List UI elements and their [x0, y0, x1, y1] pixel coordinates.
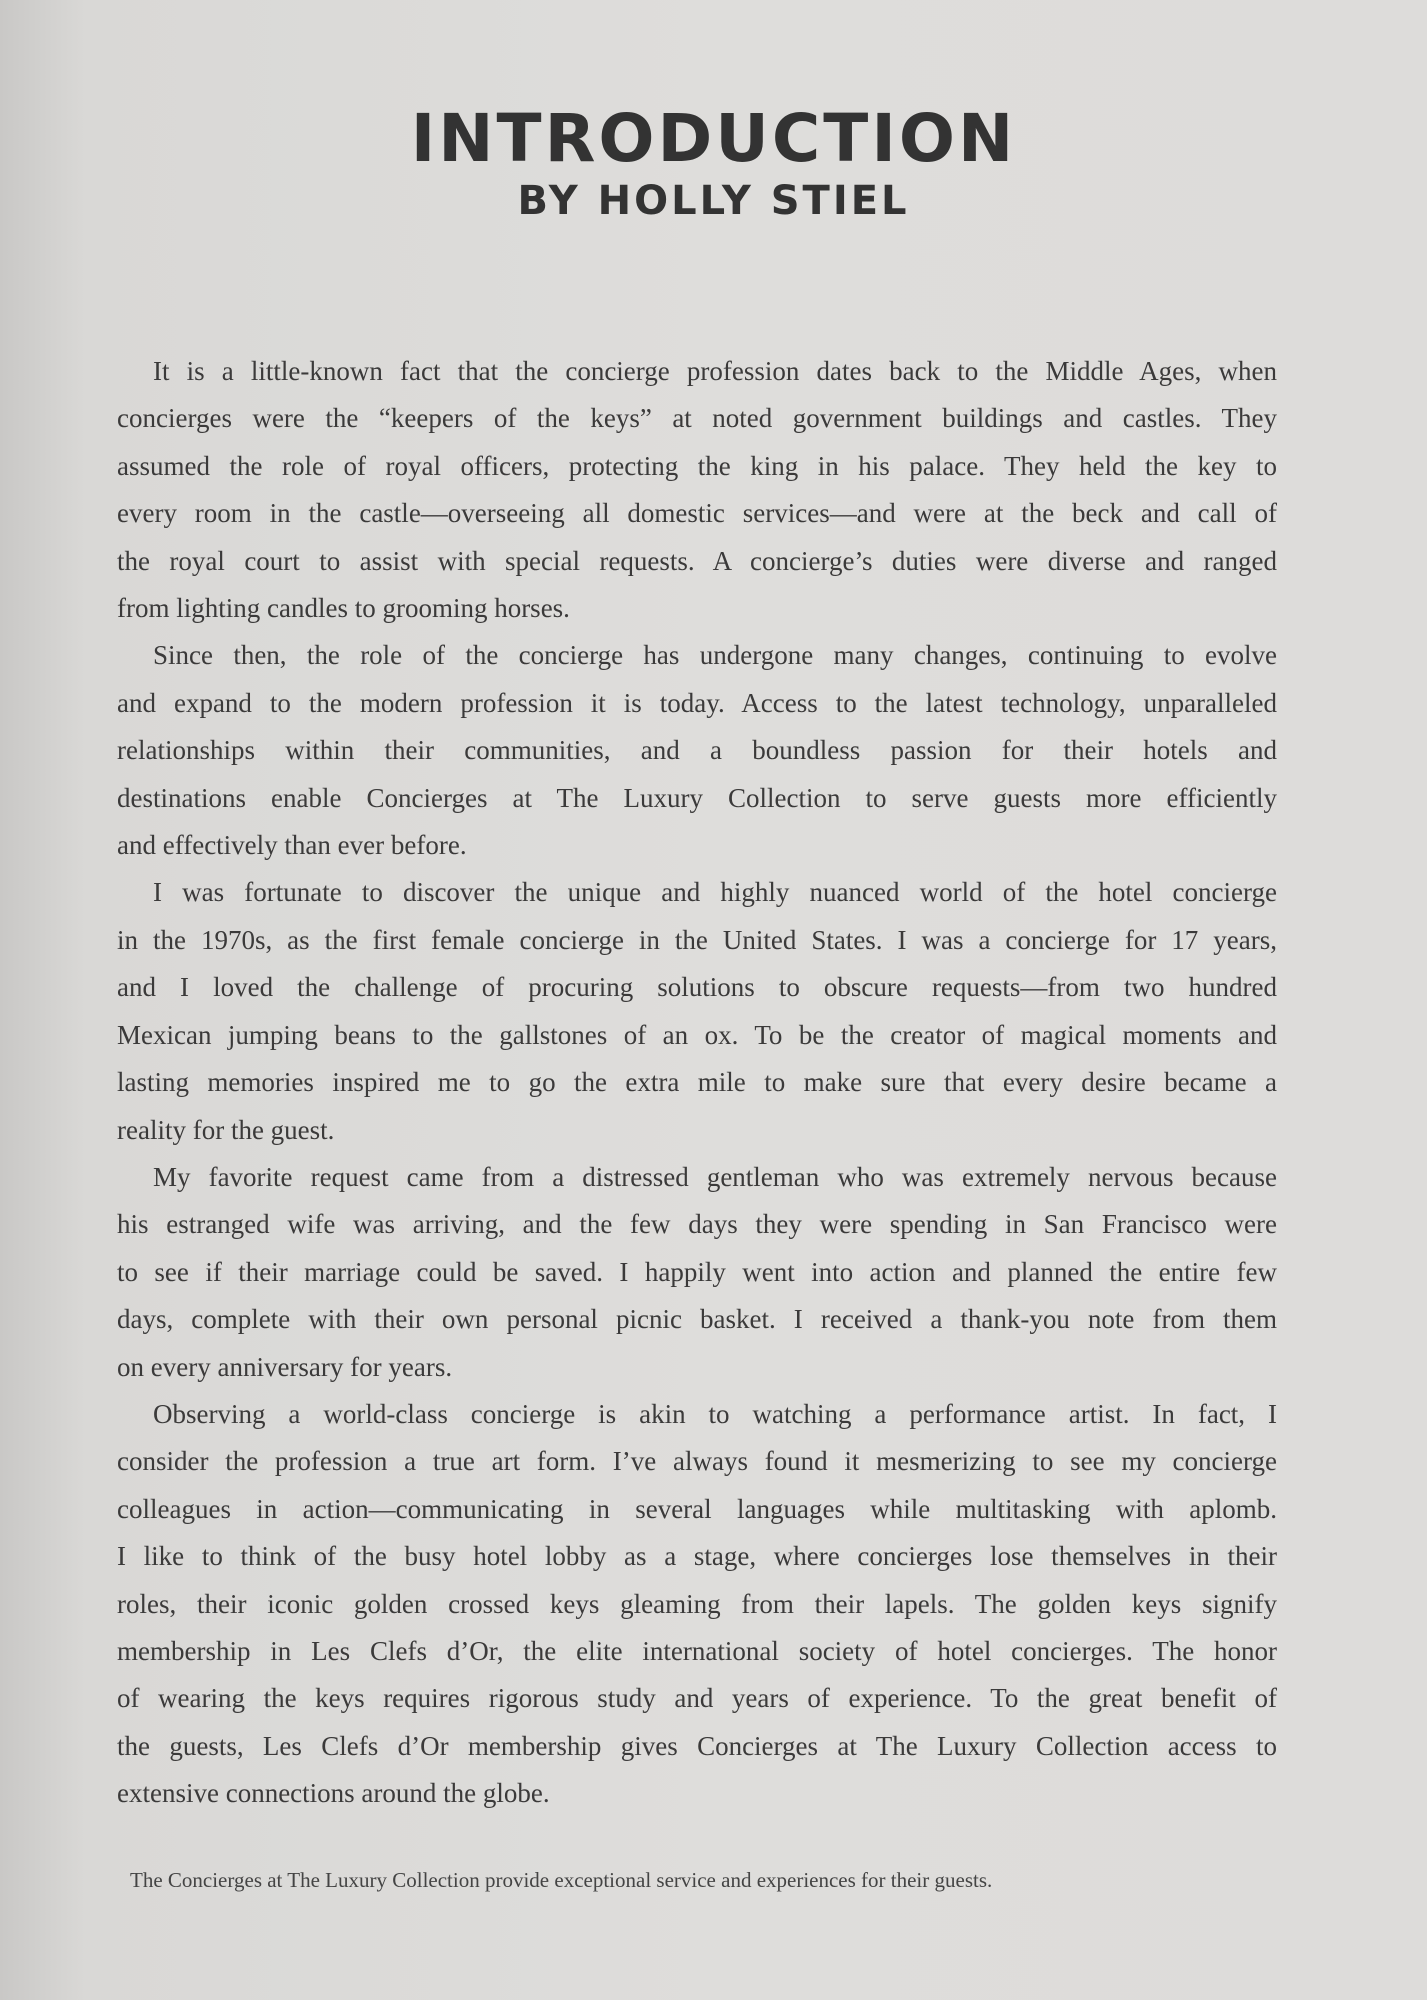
- page-subtitle: BY HOLLY STIEL: [517, 178, 910, 224]
- text-line: roles, their iconic golden crossed keys gleaming from their lapels. The golden keys signify: [117, 1588, 1277, 1619]
- text-line: consider the profession a true art form. I’ve always found it mesmerizing to see my concierge: [117, 1446, 1277, 1477]
- text-line: membership in Les Clefs d’Or, the elite international society of hotel concierges. The honor: [117, 1635, 1277, 1666]
- text-line: colleagues in action—communicating in several languages while multitasking with aplomb.: [117, 1493, 1277, 1524]
- text-line: from lighting candles to grooming horses.: [117, 593, 570, 624]
- text-line: My favorite request came from a distressed gentleman who was extremely nervous because: [153, 1161, 1277, 1192]
- text-line: and effectively than ever before.: [117, 830, 467, 861]
- paragraph: [117, 632, 1277, 869]
- caption: The Concierges at The Luxury Collection provide exceptional service and experiences for their guests.: [130, 1868, 993, 1892]
- text-line: reality for the guest.: [117, 1114, 335, 1145]
- paragraph: [117, 869, 1277, 1153]
- text-line: and expand to the modern profession it is today. Access to the latest technology, unparalleled: [117, 687, 1277, 718]
- text-line: lasting memories inspired me to go the extra mile to make sure that every desire became a: [117, 1067, 1277, 1098]
- text-line: concierges were the “keepers of the keys” at noted government buildings and castles. They: [117, 403, 1277, 434]
- text-line: It is a little-known fact that the concierge profession dates back to the Middle Ages, when: [153, 356, 1277, 386]
- text-line: of wearing the keys requires rigorous study and years of experience. To the great benefit of: [117, 1683, 1277, 1714]
- text-line: relationships within their communities, and a boundless passion for their hotels and: [117, 735, 1277, 766]
- text-line: the guests, Les Clefs d’Or membership gives Concierges at The Luxury Collection access to: [117, 1730, 1277, 1761]
- text-line: Since then, the role of the concierge has undergone many changes, continuing to evolve: [153, 640, 1277, 671]
- text-line: in the 1970s, as the first female concierge in the United States. I was a concierge for 17 years,: [117, 924, 1277, 955]
- text-line: every room in the castle—overseeing all domestic services—and were at the beck and call of: [117, 498, 1277, 529]
- body-text: [117, 348, 1277, 1818]
- text-line: Observing a world-class concierge is akin to watching a performance artist. In fact, I: [153, 1398, 1277, 1429]
- paragraph: [117, 1391, 1277, 1818]
- text-line: I was fortunate to discover the unique and highly nuanced world of the hotel concierge: [153, 877, 1277, 908]
- text-line: his estranged wife was arriving, and the few days they were spending in San Francisco were: [117, 1209, 1277, 1240]
- paragraph: [117, 348, 1277, 632]
- paragraph: [117, 1154, 1277, 1391]
- text-line: to see if their marriage could be saved. I happily went into action and planned the entire few: [117, 1256, 1277, 1287]
- text-line: the royal court to assist with special requests. A concierge’s duties were diverse and ranged: [117, 545, 1277, 576]
- text-line: Mexican jumping beans to the gallstones of an ox. To be the creator of magical moments and: [117, 1019, 1277, 1050]
- page-title: INTRODUCTION: [410, 100, 1017, 177]
- text-line: and I loved the challenge of procuring solutions to obscure requests—from two hundred: [117, 972, 1277, 1003]
- text-line: assumed the role of royal officers, protecting the king in his palace. They held the key to: [117, 450, 1277, 481]
- text-line: destinations enable Concierges at The Luxury Collection to serve guests more efficiently: [117, 782, 1277, 813]
- text-line: I like to think of the busy hotel lobby as a stage, where concierges lose themselves in their: [117, 1541, 1277, 1572]
- text-line: extensive connections around the globe.: [117, 1778, 550, 1809]
- text-line: on every anniversary for years.: [117, 1351, 453, 1382]
- text-line: days, complete with their own personal picnic basket. I received a thank-you note from them: [117, 1304, 1277, 1335]
